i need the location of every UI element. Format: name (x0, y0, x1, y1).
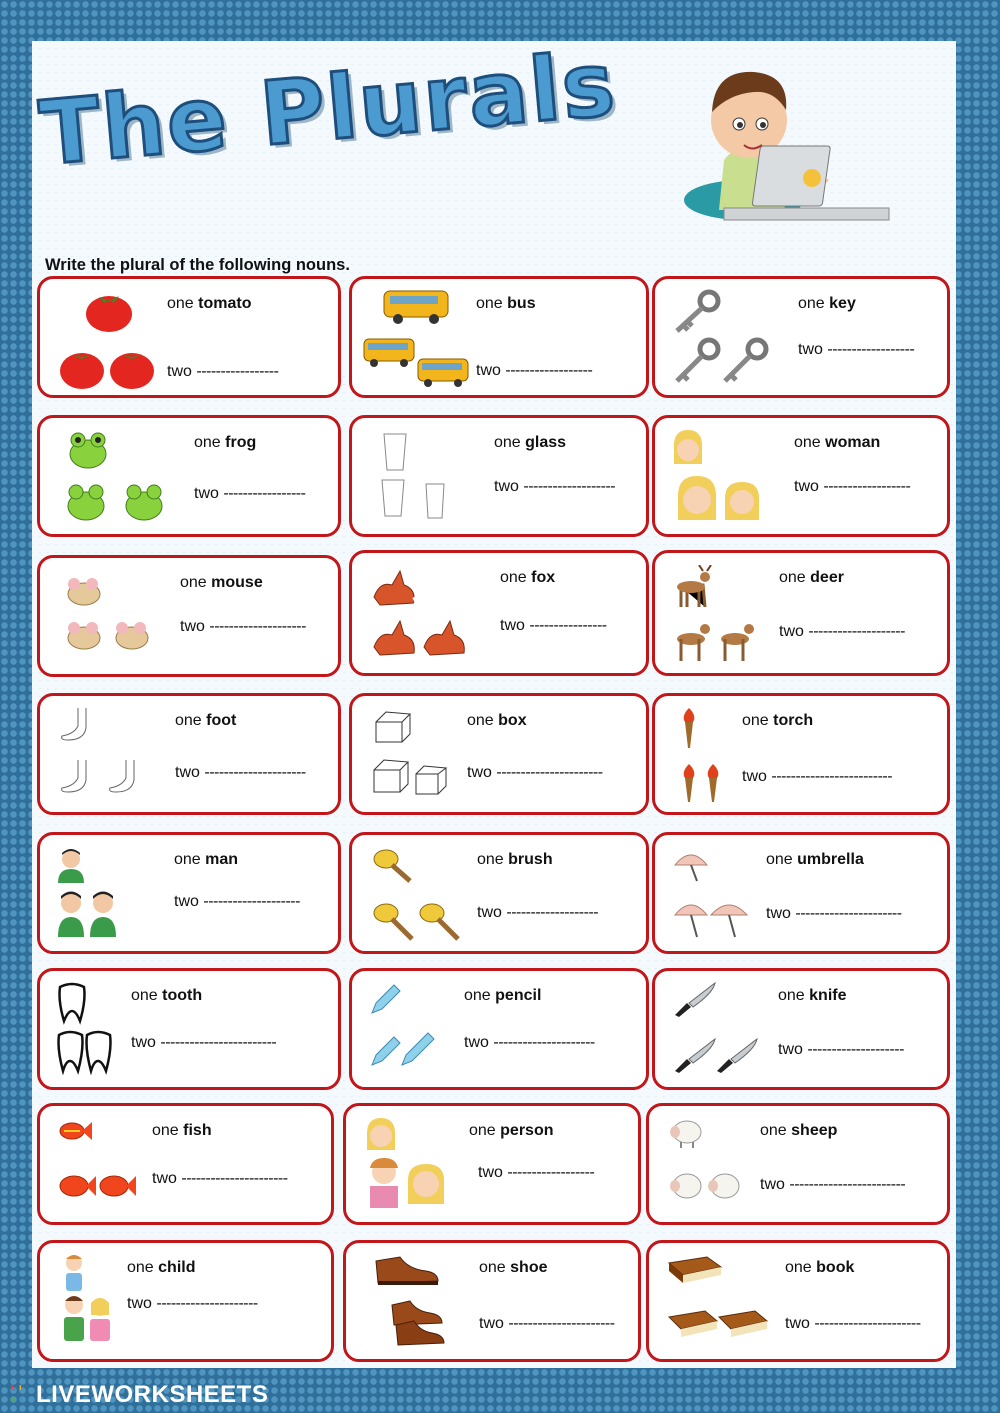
noun-one-label: one bus (476, 295, 536, 312)
liveworksheets-logo[interactable] (6, 1382, 296, 1408)
noun-two-answer[interactable]: two --------------------- (175, 764, 306, 781)
deer-icon (673, 615, 763, 665)
child-icon (58, 1293, 120, 1343)
noun-one-label: one tooth (131, 987, 203, 1004)
noun-one-label: one box (467, 712, 527, 729)
noun-one-label: one umbrella (766, 851, 864, 868)
noun-card-deer (652, 550, 950, 676)
glass-icon (380, 432, 410, 472)
noun-two-answer[interactable]: two ------------------ (476, 362, 593, 379)
man-icon (56, 847, 86, 883)
noun-one-label: one woman (794, 434, 881, 451)
noun-card-fox (349, 550, 649, 676)
noun-two-answer[interactable]: two ---------------------- (766, 905, 902, 922)
noun-two-answer[interactable]: two ------------------- (494, 478, 616, 495)
noun-one-label: one fish (152, 1122, 212, 1139)
noun-two-answer[interactable]: two ------------------------- (742, 768, 893, 785)
foot-icon (58, 706, 98, 746)
noun-one-label: one sheep (760, 1122, 838, 1139)
logo-letter-l: L (11, 1384, 16, 1392)
noun-card-umbrella (652, 832, 950, 954)
key-icon (671, 289, 721, 335)
torch-icon (679, 762, 725, 804)
noun-one-label: one man (174, 851, 239, 868)
fox-icon (370, 567, 420, 611)
logo-letter-v: V (11, 1396, 17, 1404)
noun-two-answer[interactable]: two -------------------- (180, 618, 306, 635)
noun-two-answer[interactable]: two ---------------------- (152, 1170, 288, 1187)
noun-card-pencil (349, 968, 649, 1090)
noun-two-answer[interactable]: two --------------------- (464, 1034, 595, 1051)
noun-two-answer[interactable]: two ----------------- (194, 485, 306, 502)
noun-two-answer[interactable]: two ------------------- (477, 904, 599, 921)
key-icon (671, 337, 771, 387)
knife-icon (673, 1033, 763, 1073)
logo-letter-e: E (19, 1396, 24, 1404)
noun-two-answer[interactable]: two -------------------- (174, 893, 300, 910)
brush-icon (372, 847, 414, 883)
noun-card-child (37, 1240, 334, 1362)
noun-card-woman (652, 415, 950, 537)
tomato-icon (58, 343, 158, 391)
noun-two-answer[interactable]: two ---------------------- (785, 1315, 921, 1332)
bus-icon (362, 337, 472, 393)
pencil-icon (370, 1029, 440, 1067)
noun-one-label: one key (798, 295, 856, 312)
brush-icon (372, 899, 466, 943)
knife-icon (673, 981, 719, 1017)
noun-card-fish (37, 1103, 334, 1225)
noun-one-label: one child (127, 1259, 196, 1276)
fox-icon (370, 615, 470, 661)
person-icon (364, 1116, 398, 1156)
noun-two-answer[interactable]: two -------------------- (779, 623, 905, 640)
noun-one-label: one foot (175, 712, 237, 729)
pencil-icon (370, 983, 402, 1015)
mouse-icon (62, 574, 106, 608)
noun-one-label: one fox (500, 569, 556, 586)
noun-one-label: one brush (477, 851, 553, 868)
noun-card-key (652, 276, 950, 398)
noun-card-tooth (37, 968, 341, 1090)
fish-icon (58, 1120, 92, 1142)
frog-icon (66, 480, 166, 524)
tooth-icon (56, 1029, 116, 1075)
noun-one-label: one person (469, 1122, 554, 1139)
noun-card-mouse (37, 555, 341, 677)
woman-icon (671, 428, 705, 470)
noun-card-knife (652, 968, 950, 1090)
noun-one-label: one pencil (464, 987, 542, 1004)
live-letters-icon (10, 1382, 32, 1408)
noun-two-answer[interactable]: two ------------------------ (131, 1034, 277, 1051)
noun-one-label: one tomato (167, 295, 252, 312)
noun-card-book (646, 1240, 950, 1362)
noun-card-frog (37, 415, 341, 537)
noun-two-answer[interactable]: two --------------------- (127, 1295, 258, 1312)
noun-card-torch (652, 693, 950, 815)
book-icon (667, 1253, 723, 1287)
noun-two-answer[interactable]: two ---------------------- (467, 764, 603, 781)
book-icon (667, 1303, 771, 1343)
page-title: The Plurals (36, 32, 621, 186)
shoe-icon (390, 1299, 446, 1347)
man-icon (56, 889, 120, 937)
noun-one-label: one shoe (479, 1259, 548, 1276)
noun-card-box (349, 693, 649, 815)
noun-two-answer[interactable]: two ------------------ (798, 341, 915, 358)
noun-two-answer[interactable]: two ------------------ (794, 478, 911, 495)
mouse-icon (62, 616, 154, 652)
child-icon (58, 1253, 90, 1293)
noun-two-answer[interactable]: two ---------------- (500, 617, 607, 634)
frog-icon (66, 430, 110, 470)
logo-text: LIVEWORKSHEETS (36, 1381, 269, 1408)
logo-letter-i: I (19, 1384, 22, 1392)
deer-icon (673, 565, 713, 611)
instruction-text: Write the plural of the following nouns. (45, 256, 350, 274)
shoe-icon (374, 1253, 440, 1287)
noun-two-answer[interactable]: two ------------------------ (760, 1176, 906, 1193)
umbrella-icon (673, 897, 753, 941)
sheep-icon (667, 1118, 703, 1150)
umbrella-icon (673, 849, 709, 883)
noun-card-foot (37, 693, 341, 815)
box-icon (372, 708, 412, 744)
fish-icon (58, 1164, 138, 1204)
noun-two-answer[interactable]: two ------------------ (478, 1164, 595, 1181)
noun-one-label: one knife (778, 987, 847, 1004)
noun-one-label: one torch (742, 712, 814, 729)
noun-card-glass (349, 415, 649, 537)
noun-card-person (343, 1103, 641, 1225)
noun-two-answer[interactable]: two -------------------- (778, 1041, 904, 1058)
torch-icon (679, 706, 699, 750)
noun-one-label: one deer (779, 569, 844, 586)
noun-two-answer[interactable]: two ---------------------- (479, 1315, 615, 1332)
noun-card-tomato (37, 276, 341, 398)
person-icon (364, 1158, 448, 1210)
foot-icon (58, 756, 148, 800)
noun-card-bus (349, 276, 649, 398)
noun-one-label: one book (785, 1259, 855, 1276)
noun-card-brush (349, 832, 649, 954)
box-icon (372, 756, 452, 796)
boy-with-laptop-icon (684, 50, 890, 230)
noun-card-sheep (646, 1103, 950, 1225)
noun-card-shoe (343, 1240, 641, 1362)
glass-icon (380, 478, 450, 520)
tomato-icon (84, 287, 134, 333)
bus-icon (382, 287, 452, 327)
noun-card-man (37, 832, 341, 954)
tooth-icon (56, 981, 88, 1025)
woman-icon (675, 474, 765, 526)
noun-one-label: one frog (194, 434, 257, 451)
noun-one-label: one glass (494, 434, 567, 451)
noun-two-answer[interactable]: two ----------------- (167, 363, 279, 380)
sheep-icon (667, 1168, 747, 1208)
noun-one-label: one mouse (180, 574, 263, 591)
